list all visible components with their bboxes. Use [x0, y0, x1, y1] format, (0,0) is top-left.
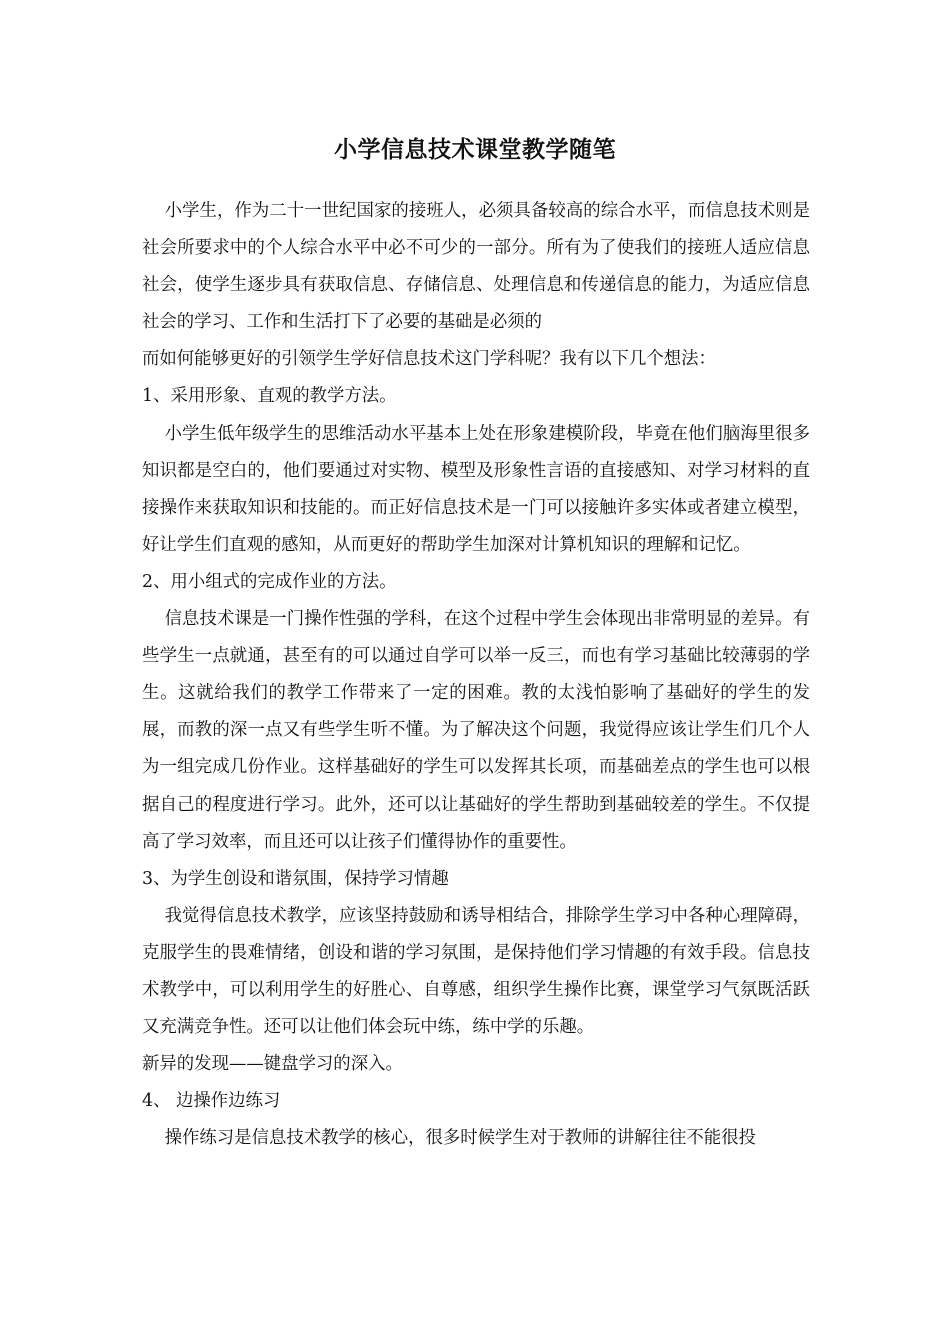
intro-question-line: 而如何能够更好的引领学生学好信息技术这门学科呢？我有以下几个想法：: [142, 349, 716, 370]
section-heading-4: 4、 边操作边练习: [142, 1091, 281, 1112]
section-3-subline: 新异的发现——键盘学习的深入。: [142, 1054, 403, 1075]
section-heading-1: 1、采用形象、直观的教学方法。: [142, 386, 397, 407]
section-heading-3: 3、为学生创设和谐氛围，保持学习情趣: [142, 868, 449, 889]
section-2-paragraph: 信息技术课是一门操作性强的学科，在这个过程中学生会体现出非常明显的差异。有些学生一点就通，甚至有的可以通过自学可以举一反三，而也有学习基础比较薄弱的学生。这就给我们的教学工作带来了一定的困难。教的太浅怕影响了基础好的学生的发展，而教的深一点又有些学生听不懂。为了解决这个问题，我觉得应该让学生们几个人为一组完成几份作业。这样基础好的学生可以发挥其长项，而基础差点的学生也可以根据自己的程度进行学习。此外，还可以让基础好的学生帮助到基础较差的学生。不仅提高了学习效率，而且还可以让孩子们懂得协作的重要性。: [142, 609, 810, 852]
section-1-paragraph: 小学生低年级学生的思维活动水平基本上处在形象建模阶段，毕竟在他们脑海里很多知识都是空白的，他们要通过对实物、模型及形象性言语的直接感知、对学习材料的直接操作来获取知识和技能的。而正好信息技术是一门可以接触许多实体或者建立模型，好让学生们直观的感知，从而更好的帮助学生加深对计算机知识的理解和记忆。: [142, 423, 810, 555]
section-heading-2: 2、用小组式的完成作业的方法。: [142, 571, 397, 592]
section-3-paragraph: 我觉得信息技术教学，应该坚持鼓励和诱导相结合，排除学生学习中各种心理障碍，克服学生的畏难情绪，创设和谐的学习氛围，是保持他们学习情趣的有效手段。信息技术教学中，可以利用学生的好胜心、自尊感，组织学生操作比赛，课堂学习气氛既活跃又充满竞争性。还可以让他们体会玩中练，练中学的乐趣。: [142, 905, 810, 1038]
document-title: 小学信息技术课堂教学随笔: [334, 136, 616, 163]
section-4-paragraph: 操作练习是信息技术教学的核心，很多时候学生对于教师的讲解往往不能很投: [164, 1128, 756, 1149]
document-body: [142, 193, 810, 1157]
paragraph-intro: 小学生，作为二十一世纪国家的接班人，必须具备较高的综合水平，而信息技术则是社会所要求中的个人综合水平中必不可少的一部分。所有为了使我们的接班人适应信息社会，使学生逐步具有获取信息、存储信息、处理信息和传递信息的能力，为适应信息社会的学习、工作和生活打下了必要的基础是必须的: [142, 201, 810, 333]
